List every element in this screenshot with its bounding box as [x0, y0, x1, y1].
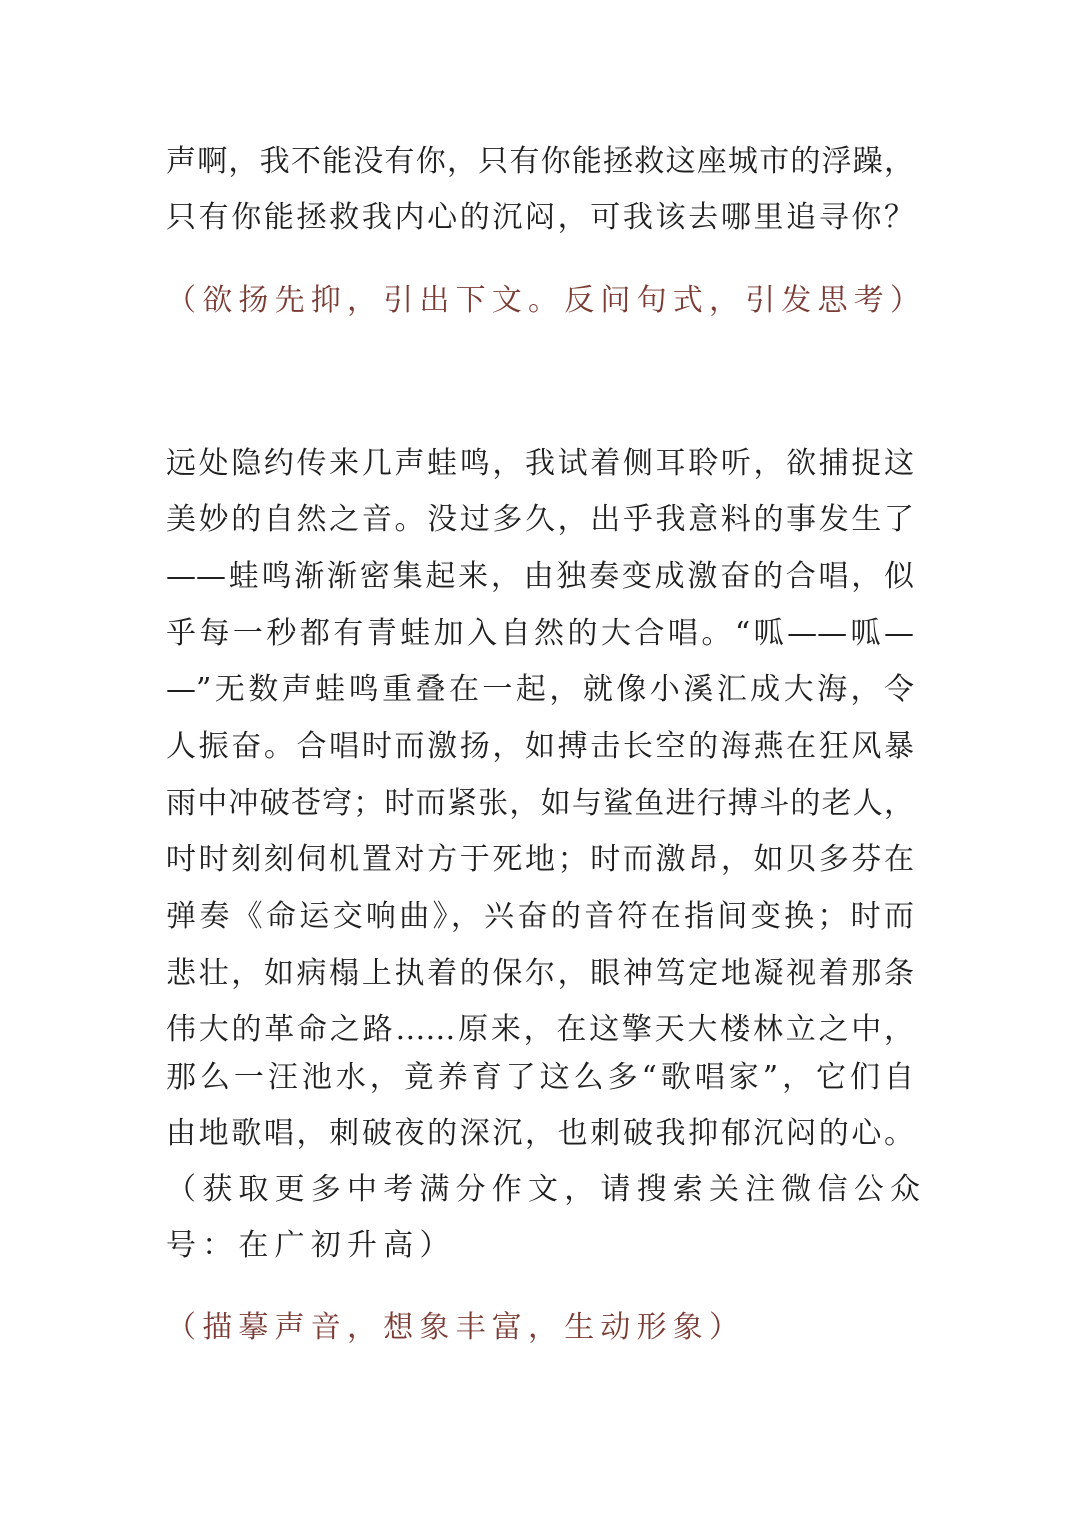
paragraph2-line-8: 吋时刻刻伺机置对方于死地；时而激昂，如贝多芬在	[166, 842, 914, 877]
paragraph2-line-10: 悲壮，如病榻上执着的保尔，眼神笃定地凝视着那条	[166, 956, 914, 991]
annotation-1: （欲扬先抑，引出下文。反问句式，引发思考）	[166, 283, 927, 318]
annotation-2: （描摹声音，想象丰富，生动形象）	[166, 1310, 746, 1345]
paragraph2-line-11: 伟大的革命之路……原来，在这擎天大楼林立之中，	[166, 1012, 914, 1047]
paragraph2-line-3: ——蛙鸣渐渐密集起来，由独奏变成激奋的合唱，似	[166, 559, 914, 594]
paragraph2-line-9: 弹奏《命运交响曲》，兴奋的音符在指间变换；时而	[166, 899, 914, 934]
paragraph1-line-1: 声啊，我不能没有你，只有你能拯救这座城市的浮躁，	[166, 144, 914, 179]
paragraph1-line-2: 只有你能拯救我内心的沉闷，可我该去哪里追寻你？	[166, 200, 914, 235]
paragraph2-line-5: —”无数声蛙鸣重叠在一起，就像小溪汇成大海，令	[166, 672, 914, 707]
paragraph2-line-2: 美妙的自然之音。没过多久，出乎我意料的事发生了	[166, 502, 914, 537]
paragraph2-line-6: 人振奋。合唱时而激扬，如搏击长空的海燕在狂风暴	[166, 729, 914, 764]
paragraph2-line-7: 雨中冲破苍穹；时而紧张，如与鲨鱼进行搏斗的老人，	[166, 786, 914, 821]
paragraph2-line-15: 号：在广初升高）	[166, 1228, 456, 1263]
paragraph2-line-1: 远处隐约传来几声蛙鸣，我试着侧耳聆听，欲捕捉这	[166, 446, 914, 481]
paragraph2-line-13: 由地歌唱，刺破夜的深沉，也刺破我抑郁沉闷的心。	[166, 1116, 914, 1151]
paragraph2-line-4: 乎每一秒都有青蛙加入自然的大合唱。“呱——呱—	[166, 616, 914, 651]
paragraph2-line-12: 那么一汪池水，竟养育了这么多“歌唱家”，它们自	[166, 1060, 914, 1095]
paragraph2-line-14: （获取更多中考满分作文，请搜索关注微信公众	[166, 1172, 927, 1207]
